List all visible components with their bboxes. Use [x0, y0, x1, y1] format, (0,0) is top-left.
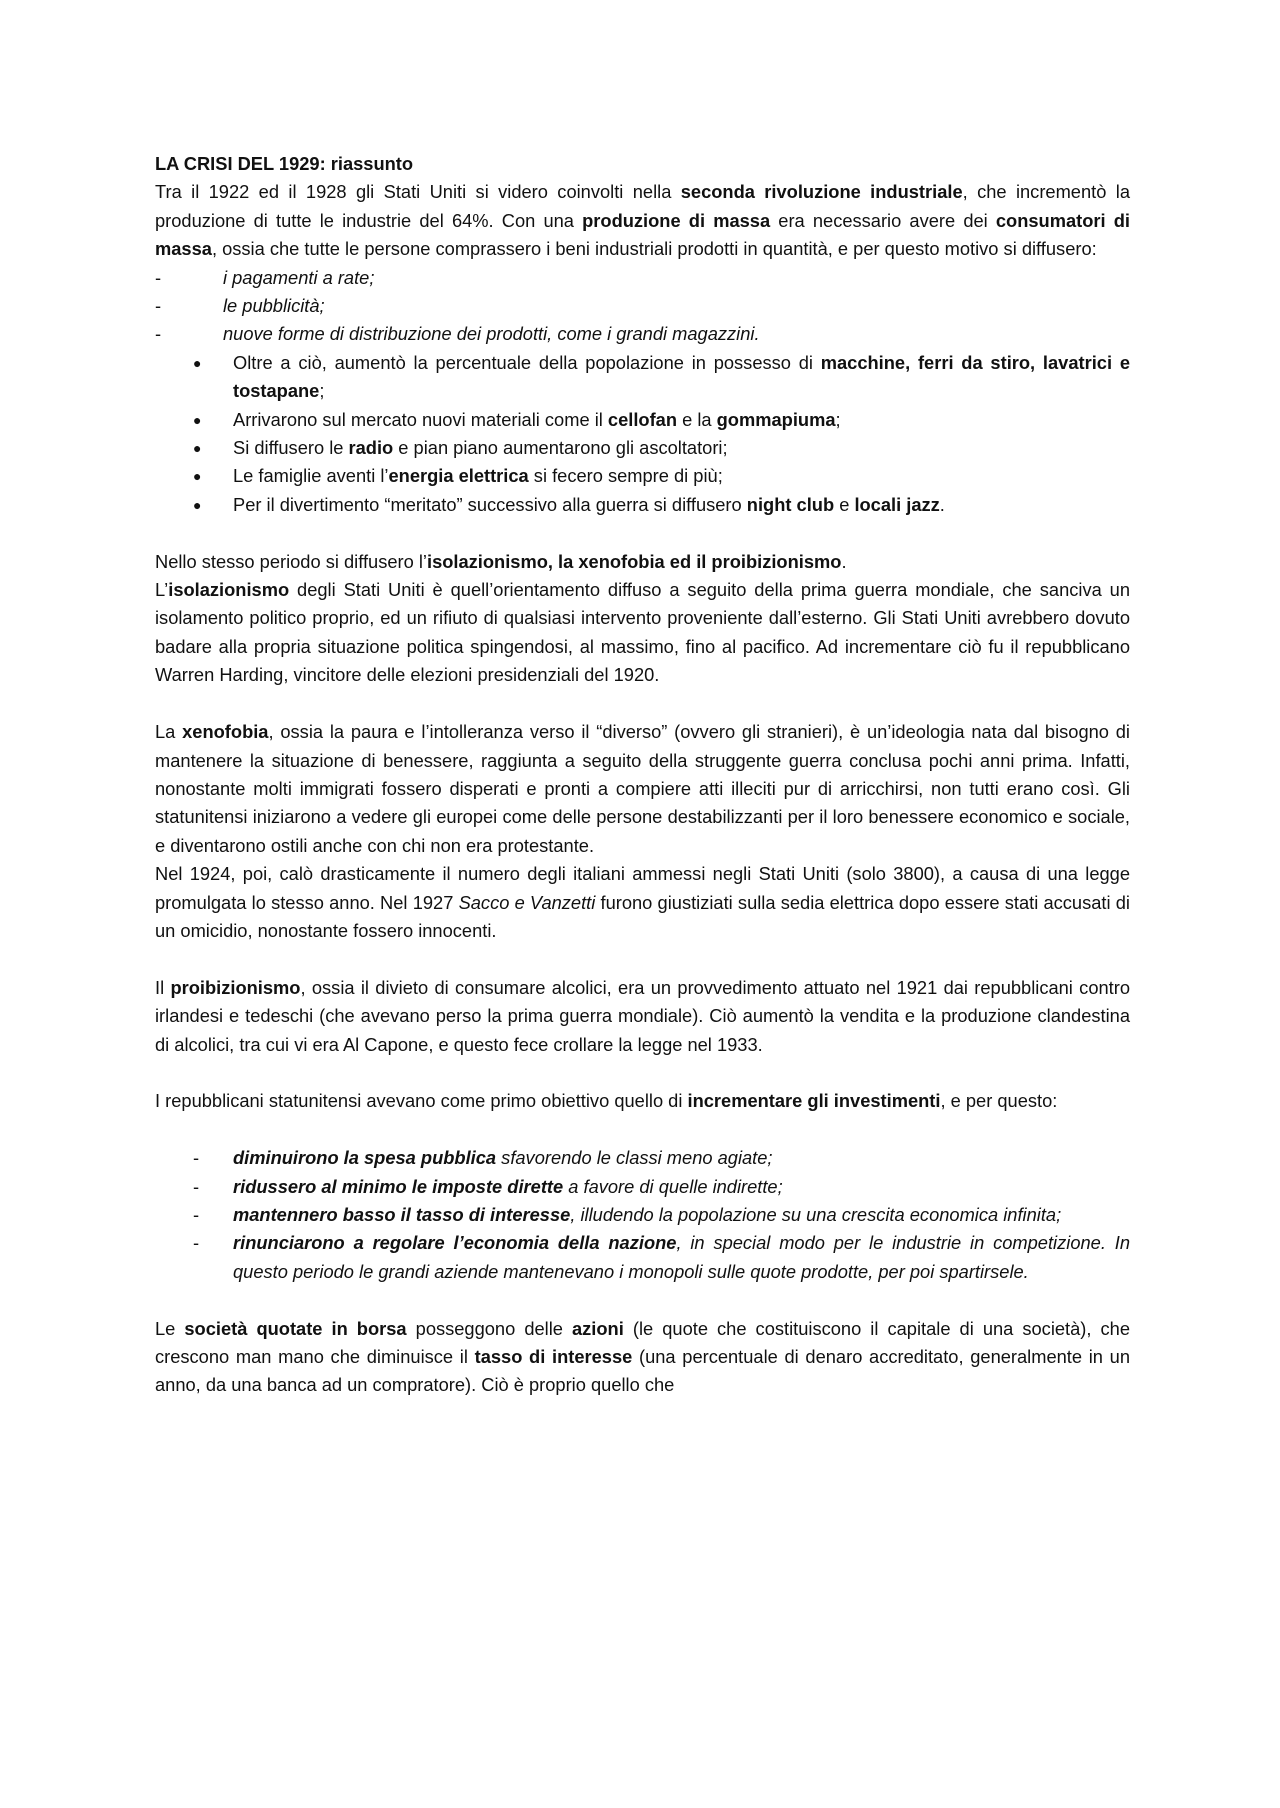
text: ; — [835, 408, 841, 430]
text: si fecero sempre di più; — [528, 465, 723, 487]
text: Il — [155, 976, 171, 998]
dash-marker: - — [155, 266, 162, 288]
dash-marker: - — [155, 323, 162, 345]
text: Per il divertimento “meritato” successivo alla guerra si diffusero — [233, 493, 747, 515]
list-item-text: nuove forme di distribuzione dei prodotti, come i grandi magazzini. — [223, 323, 760, 345]
text: degli Stati Uniti è quell’orientamento diffuso a seguito della prima guerra mondiale, che sanciva un isolamento politico proprio, ed un rifiuto di qualsiasi intervento proveniente dall’esterno. Gli Stati Uniti avrebbero dovuto badare alla propria situazione politica spingendosi, al massimo, fino al pacifico. Ad incrementare ciò fu il repubblicano Warren Harding, vincitore delle elezioni presidenziali del 1920. — [155, 579, 1130, 686]
bold-text: xenofobia — [182, 721, 269, 743]
text: Oltre a ciò, aumentò la percentuale della popolazione in possesso di — [233, 351, 821, 373]
bold-text: isolazionismo, la xenofobia ed il proibizionismo — [427, 550, 842, 572]
text: , ossia il divieto di consumare alcolici, era un provvedimento attuato nel 1921 dai repubblicani contro irlandesi e tedeschi (che avevano perso la prima guerra mondiale). Ciò aumentò la vendita e la produzione clandestina di alcolici, tra cui vi era Al Capone, e questo fece crollare la legge nel 1933. — [155, 976, 1130, 1055]
italic-text: Sacco e Vanzetti — [458, 891, 596, 913]
list-item — [155, 434, 1130, 462]
measures-list — [155, 1144, 1130, 1286]
dash-marker: - — [193, 1203, 200, 1225]
text: Le — [155, 1317, 185, 1339]
intro-paragraph — [155, 178, 1130, 263]
bold-text: night club — [746, 493, 835, 515]
bold-text: proibizionismo — [170, 976, 301, 998]
bold-text: energia elettrica — [388, 465, 529, 487]
bullet-icon: ● — [193, 411, 202, 428]
paragraph — [155, 718, 1130, 860]
text: e — [834, 493, 855, 515]
text: e pian piano aumentarono gli ascoltatori; — [393, 437, 728, 459]
bullet-icon: ● — [193, 468, 202, 485]
spacer — [155, 1116, 1130, 1144]
list-item — [155, 320, 1130, 348]
list-item — [155, 349, 1130, 406]
text: posseggono delle — [406, 1317, 572, 1339]
bullet-icon: ● — [193, 354, 202, 371]
dash-marker: - — [193, 1175, 200, 1197]
text: e la — [677, 408, 717, 430]
list-item — [155, 1144, 1130, 1172]
text: furono giustiziati sulla sedia elettrica dopo essere stati accusati di un omicidio, nonostante fossero innocenti. — [155, 891, 1130, 941]
dash-list — [155, 264, 1130, 349]
bold-text: consumatori di massa — [155, 209, 1131, 260]
document-page — [155, 150, 1130, 1400]
dash-marker: - — [193, 1232, 200, 1254]
text: , ossia che tutte le persone comprassero i beni industriali prodotti in quantità, e per questo motivo si diffusero: — [211, 238, 1097, 260]
text: La — [155, 721, 183, 743]
text: Si diffusero le — [233, 437, 349, 459]
text: , e per questo: — [940, 1090, 1058, 1112]
text: . — [841, 550, 847, 572]
list-item — [155, 292, 1130, 320]
bold-text: seconda rivoluzione industriale — [680, 181, 963, 203]
text: , illudendo la popolazione su una crescita economica infinita; — [570, 1203, 1062, 1225]
bold-text: radio — [348, 437, 394, 459]
bold-text: incrementare gli investimenti — [687, 1090, 941, 1112]
text: , in special modo per le industrie in competizione. In questo periodo le grandi aziende mantenevano i monopoli sulle quote prodotte, per poi spartirsele. — [233, 1232, 1130, 1282]
dash-marker: - — [193, 1147, 200, 1169]
bold-text: macchine, ferri da stiro, lavatrici e tostapane — [233, 351, 1130, 402]
list-item-text: le pubblicità; — [223, 295, 325, 317]
bullet-icon: ● — [193, 496, 202, 513]
text: (una percentuale di denaro accreditato, generalmente in un anno, da una banca ad un compratore). Ciò è proprio quello che — [155, 1345, 1130, 1396]
spacer — [155, 1286, 1130, 1314]
bold-text: società quotate in borsa — [184, 1317, 407, 1339]
bold-text: cellofan — [607, 408, 677, 430]
bold-text: rinunciarono a regolare l’economia della nazione — [233, 1232, 677, 1254]
bold-text: gommapiuma — [716, 408, 836, 430]
spacer — [155, 690, 1130, 718]
text: ; — [319, 380, 325, 402]
dash-marker: - — [155, 295, 162, 317]
text: I repubblicani statunitensi avevano come primo obiettivo quello di — [155, 1090, 688, 1112]
text: sfavorendo le classi meno agiate; — [496, 1147, 773, 1169]
bold-text: locali jazz — [854, 493, 940, 515]
text: . — [939, 493, 945, 515]
text: era necessario avere dei — [770, 209, 996, 231]
paragraph — [155, 1087, 1130, 1115]
list-item — [155, 406, 1130, 434]
bold-text: tasso di interesse — [474, 1345, 633, 1367]
paragraph — [155, 974, 1130, 1059]
text: a favore di quelle indirette; — [563, 1175, 783, 1197]
bullet-icon: ● — [193, 440, 202, 457]
list-item-text: i pagamenti a rate; — [223, 266, 375, 288]
text: Tra il 1922 ed il 1928 gli Stati Uniti si videro coinvolti nella — [155, 181, 681, 203]
spacer — [155, 1059, 1130, 1087]
text: Nel 1924, poi, calò drasticamente il numero degli italiani ammessi negli Stati Uniti (solo 3800), a causa di una legge promulgata lo stesso anno. Nel 1927 — [155, 863, 1130, 913]
bold-text: azioni — [572, 1317, 624, 1339]
spacer — [155, 945, 1130, 973]
list-item — [155, 491, 1130, 519]
text: , che incrementò la produzione di tutte le industrie del 64%. Con una — [155, 181, 1130, 231]
list-item — [155, 462, 1130, 490]
list-item — [155, 1201, 1130, 1229]
bullet-list — [155, 349, 1130, 519]
document-title: LA CRISI DEL 1929: riassunto — [155, 153, 414, 174]
paragraph — [155, 576, 1130, 690]
bold-text: mantennero basso il tasso di interesse — [233, 1203, 571, 1225]
text: Le famiglie aventi l’ — [233, 465, 389, 487]
paragraph — [155, 860, 1130, 945]
text: L’ — [155, 579, 169, 601]
bold-text: produzione di massa — [582, 209, 771, 231]
bold-text: isolazionismo — [168, 579, 290, 601]
list-item — [155, 264, 1130, 292]
text: Nello stesso periodo si diffusero l’ — [155, 550, 427, 572]
paragraph — [155, 548, 1130, 576]
paragraph — [155, 1315, 1130, 1400]
bold-text: diminuirono la spesa pubblica — [233, 1147, 497, 1169]
spacer — [155, 519, 1130, 547]
list-item — [155, 1173, 1130, 1201]
list-item — [155, 1229, 1130, 1286]
bold-text: ridussero al minimo le imposte dirette — [233, 1175, 564, 1197]
text: (le quote che costituiscono il capitale di una società), che crescono man mano che diminuisce il — [155, 1317, 1130, 1367]
text: Arrivarono sul mercato nuovi materiali come il — [233, 408, 608, 430]
text: , ossia la paura e l’intolleranza verso il “diverso” (ovvero gli stranieri), è un’ideologia nata dal bisogno di mantenere la situazione di benessere, raggiunta a seguito della struggente guerra conclusa pochi anni prima. Infatti, nonostante molti immigrati fossero disperati e pronti a compiere atti illeciti pur di arricchirsi, non tutti erano così. Gli statunitensi iniziarono a vedere gli europei come delle persone destabilizzanti per il loro benessere economico e sociale, e diventarono ostili anche con chi non era protestante. — [155, 721, 1130, 856]
